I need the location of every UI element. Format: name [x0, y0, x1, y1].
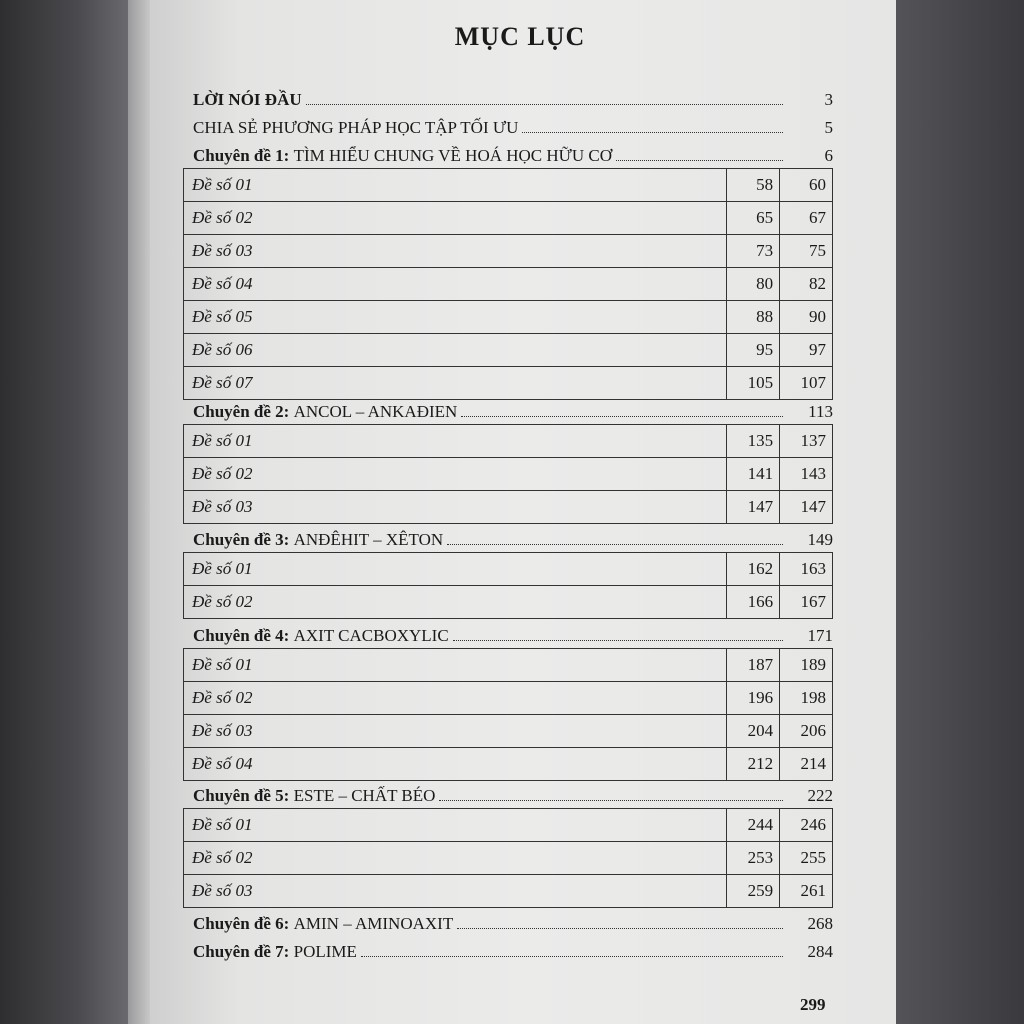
table-row[interactable] — [184, 235, 833, 268]
chapter-prefix: Chuyên đề 1: — [193, 146, 294, 165]
question-page: 95 — [727, 334, 780, 367]
table-row[interactable] — [184, 301, 833, 334]
answer-page: 60 — [780, 169, 833, 202]
answer-page: 143 — [780, 458, 833, 491]
question-page: 73 — [727, 235, 780, 268]
question-page: 162 — [727, 553, 780, 586]
answer-page: 214 — [780, 748, 833, 781]
test-table — [183, 552, 833, 619]
table-row[interactable] — [184, 425, 833, 458]
test-name: Đề số 03 — [184, 235, 727, 268]
answer-page: 90 — [780, 301, 833, 334]
answer-page: 261 — [780, 875, 833, 908]
table-row[interactable] — [184, 682, 833, 715]
toc-page-number: 284 — [807, 942, 833, 961]
test-table — [183, 168, 833, 400]
question-page: 196 — [727, 682, 780, 715]
toc-chapter-1[interactable] — [193, 142, 833, 166]
toc-entry-label: Chuyên đề 7: POLIME — [193, 942, 357, 961]
toc-page-number: 3 — [824, 90, 833, 109]
test-name: Đề số 02 — [184, 842, 727, 875]
table-row[interactable] — [184, 553, 833, 586]
test-table — [183, 808, 833, 908]
toc-entry-label: Chuyên đề 5: ESTE – CHẤT BÉO — [193, 786, 436, 805]
question-page: 212 — [727, 748, 780, 781]
answer-page: 198 — [780, 682, 833, 715]
toc-page-number: 149 — [807, 530, 833, 549]
dot-leader — [447, 544, 783, 545]
toc-page-number: 268 — [807, 914, 833, 933]
chapter-prefix: Chuyên đề 4: — [193, 626, 294, 645]
table-row[interactable] — [184, 842, 833, 875]
answer-page: 137 — [780, 425, 833, 458]
question-page: 187 — [727, 649, 780, 682]
toc-entry-label: Chuyên đề 3: ANĐÊHIT – XÊTON — [193, 530, 444, 549]
question-page: 80 — [727, 268, 780, 301]
table-row[interactable] — [184, 649, 833, 682]
toc-entry-label: LỜI NÓI ĐẦU — [193, 90, 302, 109]
chapter-prefix: Chuyên đề 5: — [193, 786, 294, 805]
question-page: 58 — [727, 169, 780, 202]
toc-entry-label: CHIA SẺ PHƯƠNG PHÁP HỌC TẬP TỐI ƯU — [193, 118, 519, 137]
test-name: Đề số 02 — [184, 586, 727, 619]
test-name: Đề số 01 — [184, 809, 727, 842]
test-table — [183, 648, 833, 781]
toc-intro-entry[interactable] — [193, 114, 833, 138]
book-spine-shadow — [0, 0, 128, 1024]
test-name: Đề số 01 — [184, 553, 727, 586]
background-surface — [896, 0, 1024, 1024]
test-name: Đề số 07 — [184, 367, 727, 400]
answer-page: 107 — [780, 367, 833, 400]
test-name: Đề số 02 — [184, 458, 727, 491]
toc-entry-label: Chuyên đề 2: ANCOL – ANKAĐIEN — [193, 402, 458, 421]
dot-leader — [616, 160, 783, 161]
page-number: 299 — [800, 995, 826, 1014]
dot-leader — [439, 800, 783, 801]
table-row[interactable] — [184, 715, 833, 748]
test-name: Đề số 02 — [184, 202, 727, 235]
page-curl-edge — [128, 0, 150, 1024]
toc-chapter-3[interactable] — [193, 526, 833, 550]
toc-chapter-7[interactable] — [193, 938, 833, 962]
chapter-prefix: Chuyên đề 6: — [193, 914, 294, 933]
test-name: Đề số 02 — [184, 682, 727, 715]
chapter-prefix: Chuyên đề 2: — [193, 402, 294, 421]
table-row[interactable] — [184, 748, 833, 781]
question-page: 244 — [727, 809, 780, 842]
toc-chapter-5[interactable] — [193, 782, 833, 806]
chapter-prefix: Chuyên đề 7: — [193, 942, 294, 961]
toc-chapter-6[interactable] — [193, 910, 833, 934]
test-name: Đề số 05 — [184, 301, 727, 334]
answer-page: 163 — [780, 553, 833, 586]
table-row[interactable] — [184, 809, 833, 842]
test-name: Đề số 03 — [184, 715, 727, 748]
test-name: Đề số 06 — [184, 334, 727, 367]
toc-chapter-2[interactable] — [193, 398, 833, 422]
toc-intro-entry[interactable] — [193, 86, 833, 110]
test-name: Đề số 01 — [184, 169, 727, 202]
question-page: 253 — [727, 842, 780, 875]
table-row[interactable] — [184, 334, 833, 367]
question-page: 166 — [727, 586, 780, 619]
page-title: MỤC LỤC — [454, 22, 586, 51]
table-row[interactable] — [184, 367, 833, 400]
question-page: 135 — [727, 425, 780, 458]
test-name: Đề số 03 — [184, 491, 727, 524]
dot-leader — [457, 928, 783, 929]
question-page: 259 — [727, 875, 780, 908]
question-page: 141 — [727, 458, 780, 491]
toc-page-number: 5 — [824, 118, 833, 137]
answer-page: 206 — [780, 715, 833, 748]
answer-page: 246 — [780, 809, 833, 842]
toc-chapter-4[interactable] — [193, 622, 833, 646]
test-name: Đề số 01 — [184, 649, 727, 682]
question-page: 204 — [727, 715, 780, 748]
toc-entry-label: Chuyên đề 4: AXIT CACBOXYLIC — [193, 626, 449, 645]
table-row[interactable] — [184, 169, 833, 202]
test-name: Đề số 01 — [184, 425, 727, 458]
question-page: 105 — [727, 367, 780, 400]
question-page: 88 — [727, 301, 780, 334]
table-row[interactable] — [184, 586, 833, 619]
toc-page-number: 113 — [808, 402, 833, 421]
toc-entry-label: Chuyên đề 1: TÌM HIỂU CHUNG VỀ HOÁ HỌC HỮU CƠ — [193, 146, 613, 165]
dot-leader — [453, 640, 783, 641]
test-name: Đề số 04 — [184, 748, 727, 781]
dot-leader — [461, 416, 783, 417]
answer-page: 167 — [780, 586, 833, 619]
toc-page-number: 6 — [824, 146, 833, 165]
toc-page-number: 222 — [807, 786, 833, 805]
table-row[interactable] — [184, 202, 833, 235]
toc-entry-label: Chuyên đề 6: AMIN – AMINOAXIT — [193, 914, 454, 933]
test-table — [183, 424, 833, 524]
answer-page: 147 — [780, 491, 833, 524]
test-name: Đề số 04 — [184, 268, 727, 301]
question-page: 147 — [727, 491, 780, 524]
answer-page: 75 — [780, 235, 833, 268]
answer-page: 82 — [780, 268, 833, 301]
chapter-prefix: Chuyên đề 3: — [193, 530, 294, 549]
table-row[interactable] — [184, 491, 833, 524]
table-row[interactable] — [184, 458, 833, 491]
answer-page: 97 — [780, 334, 833, 367]
table-row[interactable] — [184, 875, 833, 908]
answer-page: 189 — [780, 649, 833, 682]
dot-leader — [361, 956, 783, 957]
dot-leader — [306, 104, 783, 105]
answer-page: 255 — [780, 842, 833, 875]
toc-page-number: 171 — [807, 626, 833, 645]
dot-leader — [522, 132, 783, 133]
question-page: 65 — [727, 202, 780, 235]
test-name: Đề số 03 — [184, 875, 727, 908]
answer-page: 67 — [780, 202, 833, 235]
table-row[interactable] — [184, 268, 833, 301]
